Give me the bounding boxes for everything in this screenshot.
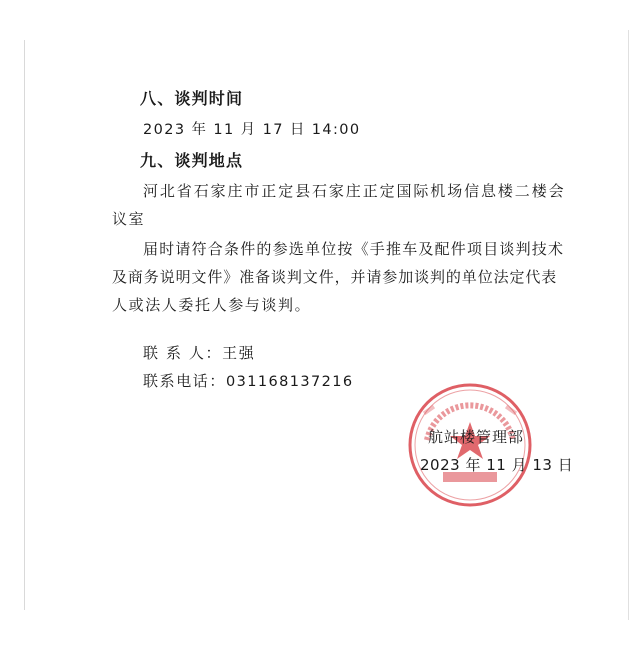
location-line-2: 议室 <box>112 210 146 228</box>
location-line-1: 河北省石家庄市正定县石家庄正定国际机场信息楼二楼会 <box>143 182 566 200</box>
contact-person-label: 联 系 人： <box>143 344 223 362</box>
section9-heading: 九、谈判地点 <box>140 151 244 170</box>
issuing-department: 航站楼管理部 <box>428 428 525 446</box>
notice-line-3: 人或法人委托人参与谈判。 <box>112 296 312 314</box>
contact-phone-row <box>143 370 354 391</box>
contact-person-name: 王强 <box>222 344 256 362</box>
notice-line-2: 及商务说明文件》准备谈判文件，并请参加谈判的单位法定代表 <box>112 268 558 286</box>
contact-phone-value: 031168137216 <box>226 374 354 390</box>
negotiation-datetime: 2023 年 11 月 17 日 14:00 <box>143 122 361 138</box>
scan-edge-right <box>628 30 629 620</box>
signature-date: 2023 年 11 月 13 日 <box>420 456 574 474</box>
contact-phone-label: 联系电话： <box>143 372 227 390</box>
contact-person-row <box>143 342 255 363</box>
section8-heading: 八、谈判时间 <box>140 89 244 108</box>
scan-edge-left <box>24 40 25 610</box>
notice-line-1: 届时请符合条件的参选单位按《手推车及配件项目谈判技术 <box>143 240 565 258</box>
